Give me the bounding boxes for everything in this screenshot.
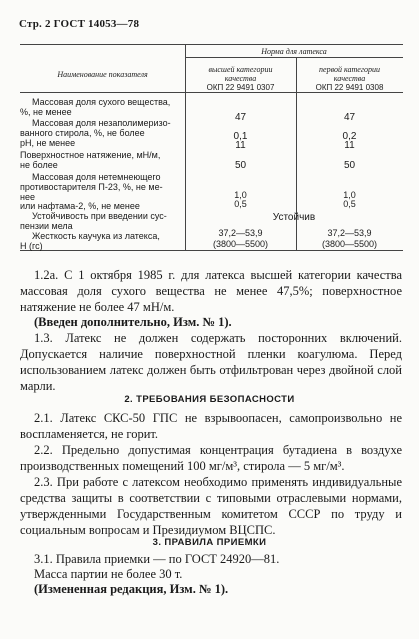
table-top-rule	[20, 44, 403, 45]
row-antioxidant-name-3: нее	[20, 192, 35, 202]
table-bottom-rule	[20, 250, 403, 251]
row-stability-name-2: пензии мела	[20, 221, 73, 231]
row-styrene-v1: 0,1	[233, 131, 248, 142]
row-dry-matter-name-2: %, не менее	[20, 107, 72, 117]
note-changed: (Измененная редакция, Изм. № 1).	[34, 582, 229, 596]
row-ph-v1: 11	[235, 140, 246, 151]
row-antioxidant-name-2: противостарителя П-23, %, не ме-	[20, 182, 163, 192]
col-header-first	[296, 65, 403, 92]
col-header-indicator: Наименование показателя	[57, 70, 148, 79]
row-dry-matter-name-1: Массовая доля сухого вещества,	[32, 97, 171, 107]
table-header-split-rule	[185, 57, 403, 58]
row-naftam-name: или нафтама-2, %, не менее	[20, 201, 140, 211]
row-dry-matter-v2: 47	[343, 112, 356, 123]
row-styrene-name-2: ванного стирола, %, не более	[20, 128, 145, 138]
row-hardness-v1-line-2: (3800—5500)	[212, 239, 269, 249]
col-header-first-line-2: качества	[333, 74, 366, 83]
row-antioxidant-v2: 1,0	[343, 190, 356, 200]
row-stability-name-1: Устойчивость при введении сус-	[32, 211, 167, 221]
paragraph-3-1: 3.1. Правила приемки — по ГОСТ 24920—81.	[34, 552, 280, 566]
paragraph-2-1: 2.1. Латекс СКС-50 ГПС не взрывоопасен, самопроизвольно не воспламеняется, не горит.	[20, 411, 402, 441]
section-2-heading: 2. ТРЕБОВАНИЯ БЕЗОПАСНОСТИ	[124, 394, 295, 405]
row-surface-tension-name-1: Поверхностное натяжение, мН/м,	[20, 150, 161, 160]
col-header-first-line-1: первой категории	[319, 65, 380, 74]
row-styrene-v2: 0,2	[342, 131, 357, 142]
row-antioxidant-name-1: Массовая доля нетемнеющего	[32, 172, 161, 182]
row-naftam-v2: 0,5	[343, 199, 356, 209]
table-header-bottom-rule	[20, 92, 403, 93]
norms-table	[20, 44, 403, 250]
row-hardness-name-2: Н (гс)	[20, 241, 43, 251]
col-header-highest-code: ОКП 22 9491 0307	[206, 83, 275, 92]
section-3-heading: 3. ПРАВИЛА ПРИЕМКИ	[152, 537, 267, 548]
note-introduced: (Введен дополнительно, Изм. № 1).	[34, 315, 232, 329]
row-antioxidant-v1: 1,0	[234, 190, 247, 200]
row-hardness-v1	[185, 228, 296, 250]
col-header-norm: Норма для латекса	[261, 47, 327, 56]
row-hardness-v2	[296, 228, 403, 250]
col-header-highest	[185, 65, 296, 92]
col-header-highest-line-1: высшей категории	[208, 65, 273, 74]
col-header-first-code: ОКП 22 9491 0308	[315, 83, 384, 92]
row-surface-tension-v1: 50	[234, 160, 247, 171]
row-ph-name: pH, не менее	[20, 138, 76, 148]
page-header: Стр. 2 ГОСТ 14053—78	[19, 18, 140, 30]
paragraph-2-3: 2.3. При работе с латексом необходимо применять индивидуальные средства защиты в соответствии с типовыми отраслевыми нормами, утвержденными Государственным комитетом СССР по труду и социальным вопросам и Президиумом ВЦСПС.	[20, 475, 402, 537]
paragraph-3-1-mass: Масса партии не более 30 т.	[34, 567, 183, 581]
row-hardness-v2-line-1: 37,2—53,9	[327, 228, 372, 238]
row-hardness-name-1: Жесткость каучука из латекса,	[32, 231, 160, 241]
row-ph-v2: 11	[344, 140, 355, 151]
col-header-highest-line-2: качества	[224, 74, 257, 83]
row-styrene-name-1: Массовая доля незаполимеризо-	[32, 118, 171, 128]
paragraph-1-2a: 1.2а. С 1 октября 1985 г. для латекса высшей категории качества массовая доля сухого вещества не менее 47,5%; поверхностное натяжение не более 47 мН/м.	[20, 268, 402, 314]
row-naftam-v1: 0,5	[234, 199, 247, 209]
row-dry-matter-v1: 47	[234, 112, 247, 123]
paragraph-2-2: 2.2. Предельно допустимая концентрация бутадиена в воздухе производственных помещений 100 мг/м³, стирола — 5 мг/м³.	[20, 443, 402, 473]
row-surface-tension-name-2: не более	[20, 160, 58, 170]
row-surface-tension-v2: 50	[343, 160, 356, 171]
row-hardness-v2-line-2: (3800—5500)	[321, 239, 378, 249]
row-hardness-v1-line-1: 37,2—53,9	[218, 228, 263, 238]
paragraph-1-3: 1.3. Латекс не должен содержать посторонних включений. Допускается наличие поверхностной пленки коагулюма. Перед использованием латекс должен быть отфильтрован через двойной слой марли.	[20, 331, 402, 393]
row-stability-value: Устойчив	[272, 212, 316, 223]
